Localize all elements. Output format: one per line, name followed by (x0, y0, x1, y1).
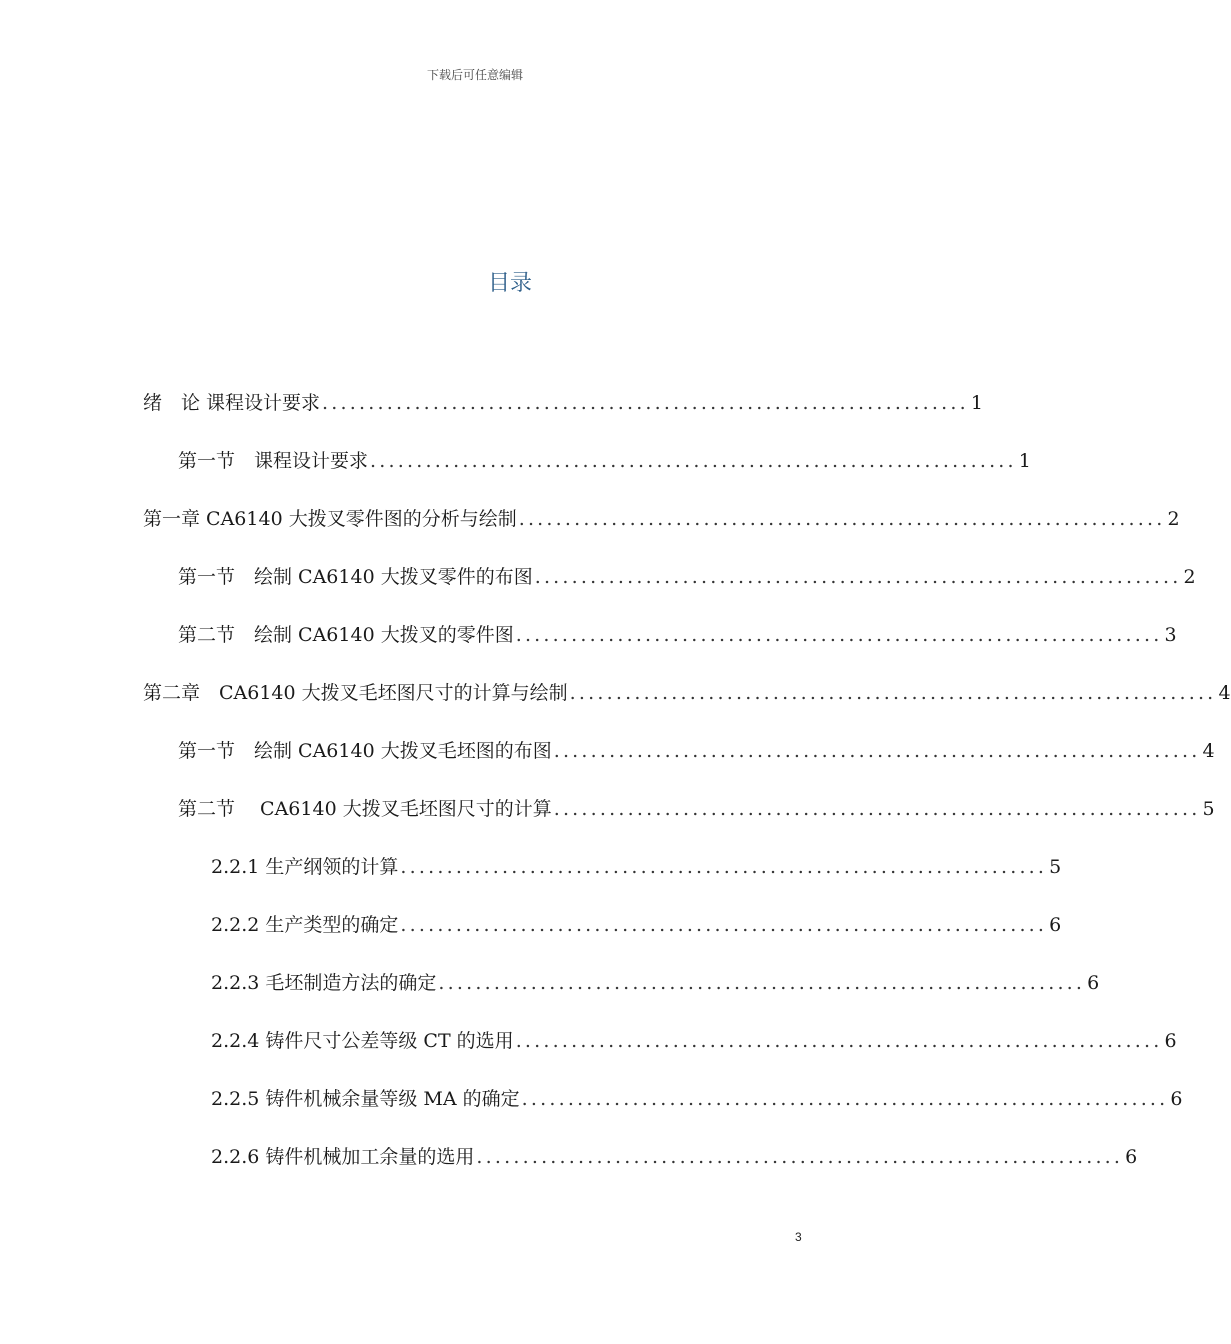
toc-entry-page: 6 (1125, 1146, 1138, 1168)
toc-entry-subsection-2-2-1[interactable] (211, 852, 1062, 886)
toc-entry-label: 2.2.3 毛坯制造方法的确定 (211, 972, 437, 994)
toc-entry-label: 第一节 绘制 CA6140 大拨叉零件的布图 (178, 566, 533, 588)
toc-entry-label: 2.2.2 生产类型的确定 (211, 914, 399, 936)
toc-entry-page: 5 (1202, 798, 1215, 820)
toc-leader-dots: ...................................................................... (515, 624, 1163, 646)
toc-leader-dots: ...................................................................... (534, 566, 1182, 588)
toc-leader-dots: ...................................................................... (553, 798, 1201, 820)
toc-entry-page: 6 (1164, 1030, 1177, 1052)
toc-entry-intro[interactable] (143, 388, 983, 422)
toc-entry-label: 第二章 CA6140 大拨叉毛坯图尺寸的计算与绘制 (143, 682, 568, 704)
toc-leader-dots: ...................................................................... (515, 1030, 1163, 1052)
toc-leader-dots: ...................................................................... (476, 1146, 1124, 1168)
toc-entry-page: 4 (1218, 682, 1231, 704)
toc-entry-chapter-2[interactable] (143, 678, 1231, 712)
toc-entry-label: 第一章 CA6140 大拨叉零件图的分析与绘制 (143, 508, 517, 530)
toc-entry-section-1-1[interactable] (178, 562, 1196, 596)
toc-leader-dots: ...................................................................... (400, 856, 1048, 878)
toc-entry-subsection-2-2-2[interactable] (211, 910, 1062, 944)
toc-entry-label: 第二节 绘制 CA6140 大拨叉的零件图 (178, 624, 514, 646)
toc-entry-subsection-2-2-4[interactable] (211, 1026, 1177, 1060)
toc-entry-label: 2.2.6 铸件机械加工余量的选用 (211, 1146, 475, 1168)
toc-entry-subsection-2-2-3[interactable] (211, 968, 1100, 1002)
toc-title: 目录 (487, 271, 532, 296)
toc-entry-label: 2.2.5 铸件机械余量等级 MA 的确定 (211, 1088, 520, 1110)
toc-entry-page: 2 (1167, 508, 1180, 530)
toc-leader-dots: ...................................................................... (370, 450, 1017, 472)
toc-leader-dots: ...................................................................... (518, 508, 1166, 530)
toc-entry-page: 5 (1049, 856, 1062, 878)
page-number: 3 (795, 1230, 802, 1244)
toc-leader-dots: ...................................................................... (322, 392, 969, 414)
toc-entry-section-2-1[interactable] (178, 736, 1215, 770)
toc-entry-page: 6 (1049, 914, 1062, 936)
toc-leader-dots: ...................................................................... (400, 914, 1048, 936)
toc-entry-page: 4 (1202, 740, 1215, 762)
toc-entry-label: 第一节 绘制 CA6140 大拨叉毛坯图的布图 (178, 740, 552, 762)
toc-entry-section-1-2[interactable] (178, 620, 1177, 654)
toc-entry-section-2-2[interactable] (178, 794, 1215, 828)
toc-leader-dots: ...................................................................... (569, 682, 1217, 704)
toc-entry-page: 2 (1183, 566, 1196, 588)
toc-entry-section-0-1[interactable] (178, 446, 1031, 480)
toc-entry-label: 第二节 CA6140 大拨叉毛坯图尺寸的计算 (178, 798, 552, 820)
toc-entry-label: 2.2.4 铸件尺寸公差等级 CT 的选用 (211, 1030, 514, 1052)
toc-entry-subsection-2-2-6[interactable] (211, 1142, 1138, 1176)
toc-entry-chapter-1[interactable] (143, 504, 1180, 538)
header-note: 下载后可任意编辑 (426, 68, 523, 82)
toc-entry-page: 3 (1164, 624, 1177, 646)
toc-entry-page: 6 (1087, 972, 1100, 994)
toc-entry-page: 1 (970, 392, 983, 414)
toc-entry-label: 绪 论 课程设计要求 (143, 392, 321, 414)
toc-entry-page: 6 (1170, 1088, 1183, 1110)
toc-entry-label: 第一节 课程设计要求 (178, 450, 369, 472)
toc-leader-dots: ...................................................................... (521, 1088, 1169, 1110)
toc-leader-dots: ...................................................................... (553, 740, 1201, 762)
toc-entry-subsection-2-2-5[interactable] (211, 1084, 1183, 1118)
toc-leader-dots: ...................................................................... (438, 972, 1086, 994)
toc-entry-label: 2.2.1 生产纲领的计算 (211, 856, 399, 878)
toc-entry-page: 1 (1018, 450, 1031, 472)
